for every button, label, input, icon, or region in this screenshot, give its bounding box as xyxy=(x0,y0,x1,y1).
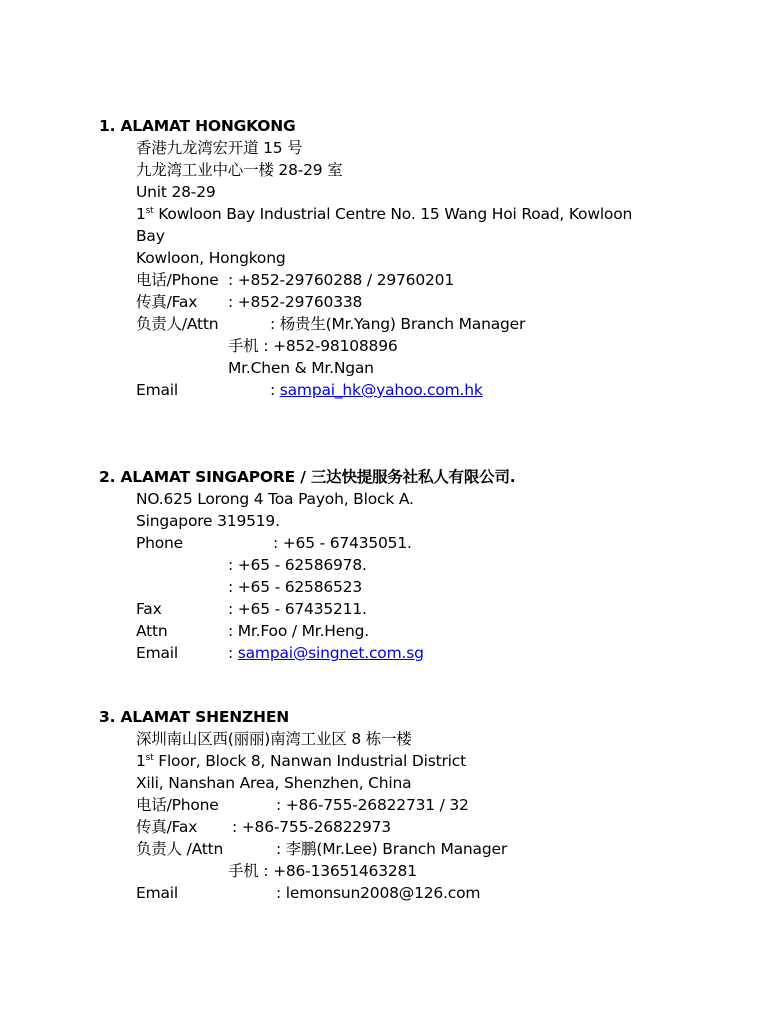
sz-email-label: Email xyxy=(136,884,179,902)
hk-mobile: 手机 : +852-98108896 xyxy=(228,337,398,355)
sg-fax-label: Fax xyxy=(136,600,162,618)
sg-attn-label: Attn xyxy=(136,622,168,640)
sz-address-en-1-text: Floor, Block 8, Nanwan Industrial District xyxy=(153,752,466,770)
sz-phone-label: 电话/Phone xyxy=(136,796,219,814)
sg-attn-value: : Mr.Foo / Mr.Heng. xyxy=(228,622,370,640)
sz-mobile: 手机 : +86-13651463281 xyxy=(228,862,417,880)
sg-phone-1: : +65 - 67435051. xyxy=(273,534,412,552)
sg-phone-label: Phone xyxy=(136,534,184,552)
sz-address-num: 1 xyxy=(136,752,146,770)
hk-address-en-1: 1st Kowloon Bay Industrial Centre No. 15 Wang Hoi Road, Kowloon xyxy=(136,205,633,223)
sg-fax-value: : +65 - 67435211. xyxy=(228,600,367,618)
hk-fax-label: 传真/Fax xyxy=(136,293,198,311)
sg-email-sep: : xyxy=(228,644,238,662)
sz-address-sup: st xyxy=(145,753,154,763)
hk-attn-2: Mr.Chen & Mr.Ngan xyxy=(228,359,374,377)
sg-address-2: Singapore 319519. xyxy=(136,512,280,530)
sg-email-label: Email xyxy=(136,644,179,662)
sg-email-link[interactable]: sampai@singnet.com.sg xyxy=(237,644,424,662)
sz-email-value: : lemonsun2008@126.com xyxy=(276,884,481,902)
hk-attn-label: 负责人/Attn xyxy=(136,315,219,333)
hk-unit: Unit 28-29 xyxy=(136,183,216,201)
section-heading-hongkong: 1. ALAMAT HONGKONG xyxy=(99,117,296,135)
hk-email-row xyxy=(270,381,483,399)
hk-address-sup: st xyxy=(145,206,154,216)
section-heading-singapore: 2. ALAMAT SINGAPORE / 三达快提服务社私人有限公司. xyxy=(99,468,516,486)
hk-email-label: Email xyxy=(136,381,179,399)
sg-email-row xyxy=(228,644,424,662)
hk-address-en-2: Bay xyxy=(136,227,165,245)
sz-address-cn: 深圳南山区西(丽丽)南湾工业区 8 栋一楼 xyxy=(136,730,412,748)
hk-attn-value: : 杨贵生(Mr.Yang) Branch Manager xyxy=(270,315,526,333)
hk-city: Kowloon, Hongkong xyxy=(136,249,286,267)
sz-attn-value: : 李鹏(Mr.Lee) Branch Manager xyxy=(276,840,507,858)
sz-address-en-1 xyxy=(136,752,466,770)
sg-address-1: NO.625 Lorong 4 Toa Payoh, Block A. xyxy=(136,490,414,508)
sg-phone-2: : +65 - 62586978. xyxy=(228,556,367,574)
hk-address-en-1-text: Kowloon Bay Industrial Centre No. 15 Wang Hoi Road, Kowloon xyxy=(153,205,633,223)
sz-phone-value: : +86-755-26822731 / 32 xyxy=(276,796,469,814)
sg-phone-3: : +65 - 62586523 xyxy=(228,578,362,596)
hk-email-link[interactable]: sampai_hk@yahoo.com.hk xyxy=(279,381,483,399)
hk-email-sep: : xyxy=(270,381,280,399)
sz-address-en-2: Xili, Nanshan Area, Shenzhen, China xyxy=(136,774,412,792)
hk-address-cn-2: 九龙湾工业中心一楼 28-29 室 xyxy=(136,161,343,179)
hk-address-cn-1: 香港九龙湾宏开道 15 号 xyxy=(136,139,303,157)
hk-fax-value: : +852-29760338 xyxy=(228,293,363,311)
section-heading-shenzhen: 3. ALAMAT SHENZHEN xyxy=(99,708,289,726)
sz-attn-label: 负责人 /Attn xyxy=(136,840,224,858)
hk-phone-value: : +852-29760288 / 29760201 xyxy=(228,271,454,289)
sz-fax-value: : +86-755-26822973 xyxy=(232,818,391,836)
sz-fax-label: 传真/Fax xyxy=(136,818,198,836)
hk-phone-label: 电话/Phone xyxy=(136,271,219,289)
